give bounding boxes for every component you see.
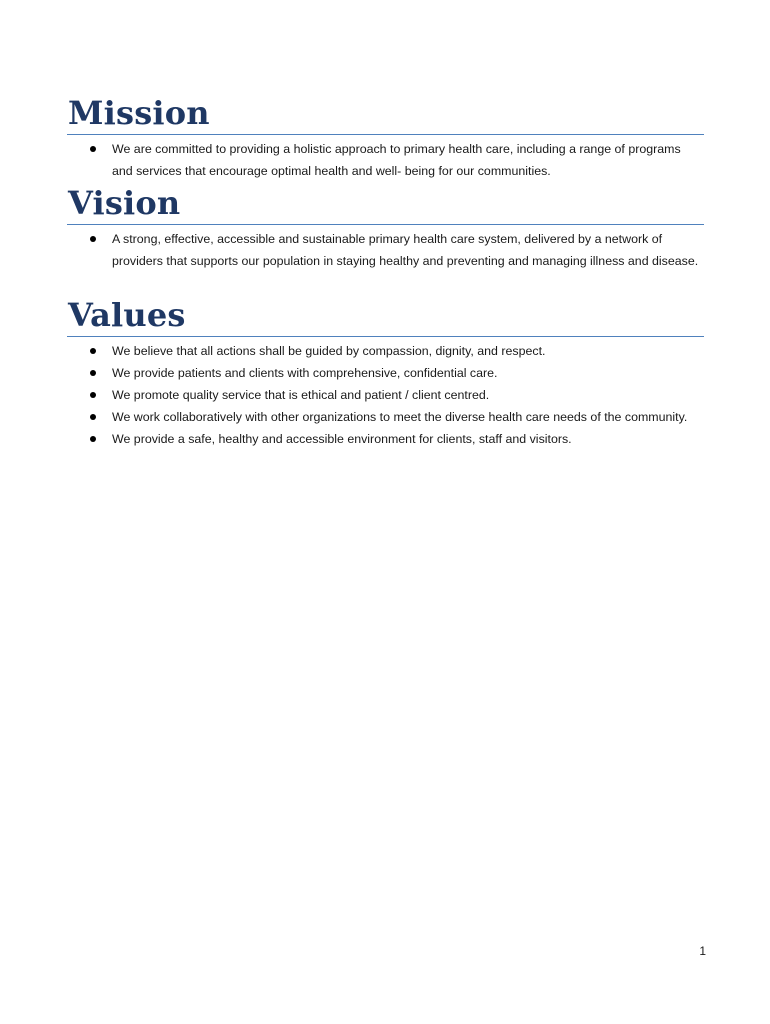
list-item <box>67 362 704 384</box>
list-item <box>67 428 704 450</box>
bullet-icon <box>90 236 96 242</box>
list-item <box>67 138 704 182</box>
bullet-icon <box>90 348 96 354</box>
list-item-text: A strong, effective, accessible and sustainable primary health care system, delivered by a network of providers that supports our population in staying healthy and preventing and managing illness and disease. <box>112 232 699 268</box>
list-item-text: We promote quality service that is ethical and patient / client centred. <box>112 388 490 402</box>
bullet-icon <box>90 146 96 152</box>
mission-list <box>67 138 704 182</box>
list-item-text: We provide a safe, healthy and accessible environment for clients, staff and visitors. <box>112 432 572 446</box>
values-list <box>67 340 704 450</box>
vision-heading: Vision <box>67 184 704 225</box>
list-item-text: We work collaboratively with other organizations to meet the diverse health care needs of the community. <box>112 410 688 424</box>
bullet-icon <box>90 436 96 442</box>
list-item <box>67 406 704 428</box>
mission-heading: Mission <box>67 94 704 135</box>
values-section <box>67 296 704 450</box>
list-item-text: We are committed to providing a holistic approach to primary health care, including a range of programs and services that encourage optimal health and well- being for our communities. <box>112 142 681 178</box>
list-item-text: We provide patients and clients with comprehensive, confidential care. <box>112 366 498 380</box>
list-item <box>67 384 704 406</box>
list-item-text: We believe that all actions shall be guided by compassion, dignity, and respect. <box>112 344 546 358</box>
vision-section <box>67 184 704 272</box>
bullet-icon <box>90 414 96 420</box>
vision-list <box>67 228 704 272</box>
list-item <box>67 228 704 272</box>
bullet-icon <box>90 392 96 398</box>
bullet-icon <box>90 370 96 376</box>
mission-section <box>67 94 704 182</box>
page-number: 1 <box>699 944 706 958</box>
values-heading: Values <box>67 296 704 337</box>
list-item <box>67 340 704 362</box>
